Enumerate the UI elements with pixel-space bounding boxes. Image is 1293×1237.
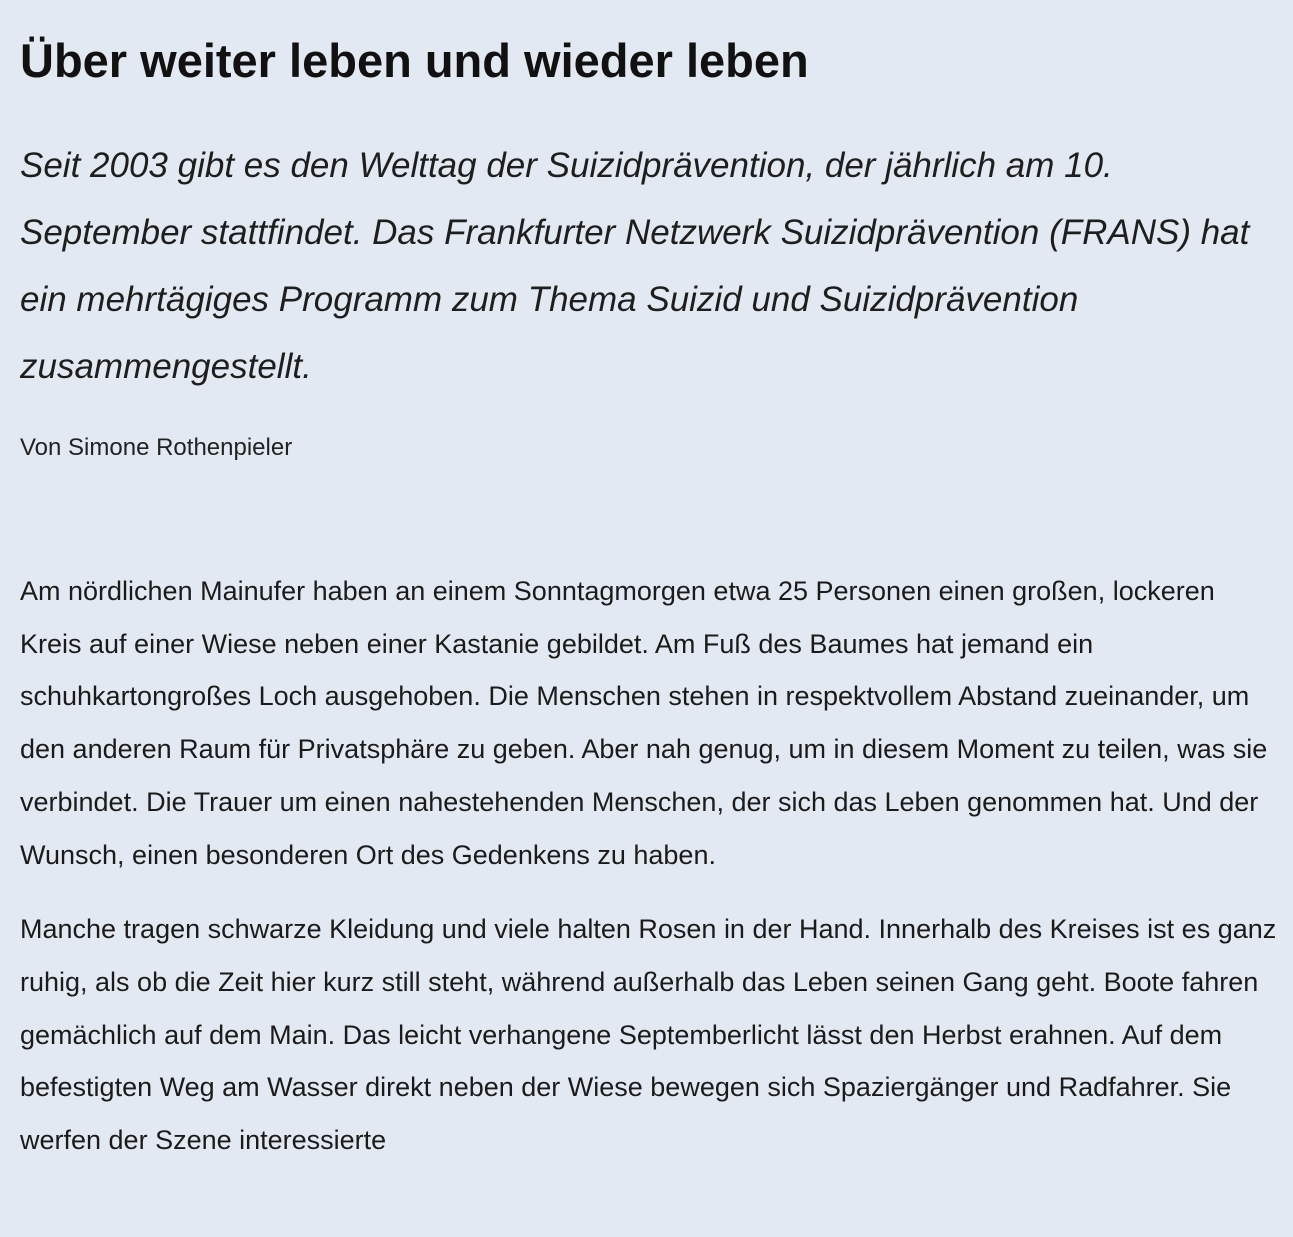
body-paragraph: Manche tragen schwarze Kleidung und viele halten Rosen in der Hand. Innerhalb des Kreises ist es ganz ruhig, als ob die Zeit hier kurz still steht, während außerhalb das Leben seinen Gang geht. Boote fahren gemächlich auf dem Main. Das leicht verhangene Septemberlicht lässt den Herbst erahnen. Auf dem befestigten Weg am Wasser direkt neben der Wiese bewegen sich Spaziergänger und Radfahrer. Sie werfen der Szene interessierte [20,914,1277,1156]
body-paragraph: Am nördlichen Mainufer haben an einem Sonntagmorgen etwa 25 Personen einen großen, lockeren Kreis auf einer Wiese neben einer Kastanie gebildet. Am Fuß des Baumes hat jemand ein schuhkartongroßes Loch ausgehoben. Die Menschen stehen in respektvollem Abstand zueinander, um den anderen Raum für Privatsphäre zu geben. Aber nah genug, um in diesem Moment zu teilen, was sie verbindet. Die Trauer um einen nahestehenden Menschen, der sich das Leben genommen hat. Und der Wunsch, einen besonderen Ort des Gedenkens zu haben. [20,576,1268,870]
article-lead: Seit 2003 gibt es den Welttag der Suizidprävention, der jährlich am 10. September stattfindet. Das Frankfurter Netzwerk Suizidprävention (FRANS) hat ein mehrtägiges Programm zum Thema Suizid und Suizidprävention zusammengestellt. [20,146,1250,386]
article-byline: Von Simone Rothenpieler [20,434,293,461]
article-title: Über weiter leben und wieder leben [20,34,809,87]
article-body [20,565,1277,1167]
